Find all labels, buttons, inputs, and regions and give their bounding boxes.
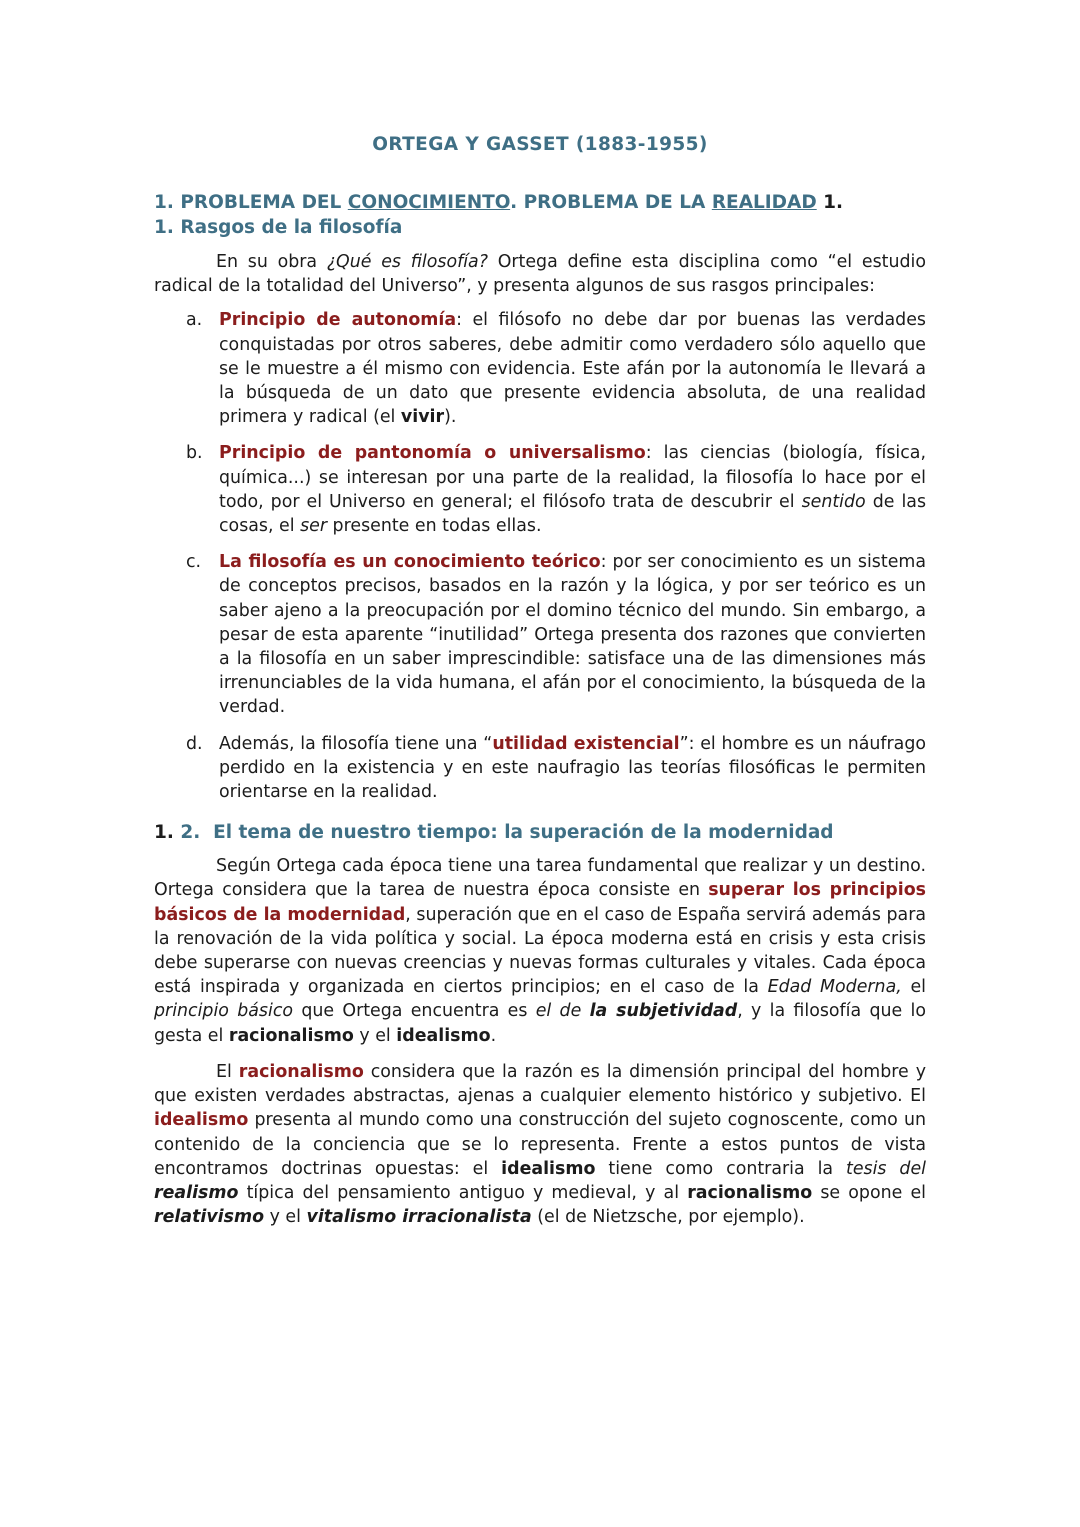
document-page <box>154 130 926 1229</box>
list-item: c. La filosofía es un conocimiento teórico: por ser conocimiento es un sistema de conceptos precisos, basados en la razón y la lógica, y por ser teórico es un saber ajeno a la preocupación por el domino técnico del mundo. Sin embargo, a pesar de esta aparente “inutilidad” Ortega presenta dos razones que convierten a la filosofía en un saber imprescindible: satisface una de las dimensiones más irrenunciables de la vida humana, el afán por el conocimiento, la búsqueda de la verdad. <box>186 552 926 718</box>
list-marker: c. <box>186 552 202 573</box>
list-item: b. Principio de pantonomía o universalismo: las ciencias (biología, física, química...) se interesan por una parte de la realidad, la filosofía lo hace por el todo, por el Universo en general; el filósofo trata de descubrir el sentido de las cosas, el ser presente en todas ellas. <box>186 443 927 537</box>
list-item: d. Además, la filosofía tiene una “utilidad existencial”: el hombre es un náufrago perdido en la existencia y en este naufragio las teorías filosóficas le permiten orientarse en la realidad. <box>186 733 926 803</box>
document-title: ORTEGA Y GASSET (1883-1955) <box>372 134 708 155</box>
conocimiento-link[interactable]: CONOCIMIENTO <box>347 192 511 213</box>
racionalismo-paragraph: El racionalismo considera que la razón es la dimensión principal del hombre y que existen verdades abstractas, ajenas a cualquier elemento histórico y subjetivo. El idealismo presenta al mundo como una construcción del sujeto cognoscente, como un contenido de la conciencia que se lo representa. Frente a estos puntos de vista encontramos doctrinas opuestas: el idealismo tiene como contraria la tesis del realismo típica del pensamiento antiguo y medieval, y al racionalismo se opone el relativismo y el vitalismo irracionalista (el de Nietzsche, por ejemplo). <box>154 1061 926 1228</box>
rasgos-list <box>154 308 926 804</box>
section-1-subtitle: 1. Rasgos de la filosofía <box>154 217 403 238</box>
list-marker: a. <box>186 310 203 331</box>
list-marker: d. <box>186 733 203 754</box>
list-item: a. Principio de autonomía: el filósofo no debe dar por buenas las verdades conquistadas por otros saberes, debe admitir como verdadero sólo aquello que se le muestre a él mismo con evidencia. Este afán por la autonomía le llevará a la búsqueda de un dato que presente evidencia absoluta, de una realidad primera y radical (el vivir). <box>186 310 926 428</box>
intro-paragraph: En su obra ¿Qué es filosofía? Ortega define esta disciplina como “el estudio radical de la totalidad del Universo”, y presenta algunos de sus rasgos principales: <box>154 252 926 297</box>
section-2-heading: 1. 2. El tema de nuestro tiempo: la superación de la modernidad <box>154 822 834 844</box>
modernidad-paragraph: Según Ortega cada época tiene una tarea fundamental que realizar y un destino. Ortega considera que la tarea de nuestra época consiste en superar los principios básicos de la modernidad, superación que en el caso de España servirá además para la renovación de la vida política y social. La época moderna está en crisis y esta crisis debe superarse con nuevas creencias y nuevas formas culturales y vitales. Cada época está inspirada y organizada en ciertos principios; en el caso de la Edad Moderna, el principio básico que Ortega encuentra es el de la subjetividad, y la filosofía que lo gesta el racionalismo y el idealismo. <box>154 856 926 1046</box>
realidad-link[interactable]: REALIDAD <box>711 192 817 213</box>
section-1-heading: 1. PROBLEMA DEL CONOCIMIENTO. PROBLEMA DE LA REALIDAD 1. <box>154 192 844 213</box>
list-marker: b. <box>186 443 203 464</box>
